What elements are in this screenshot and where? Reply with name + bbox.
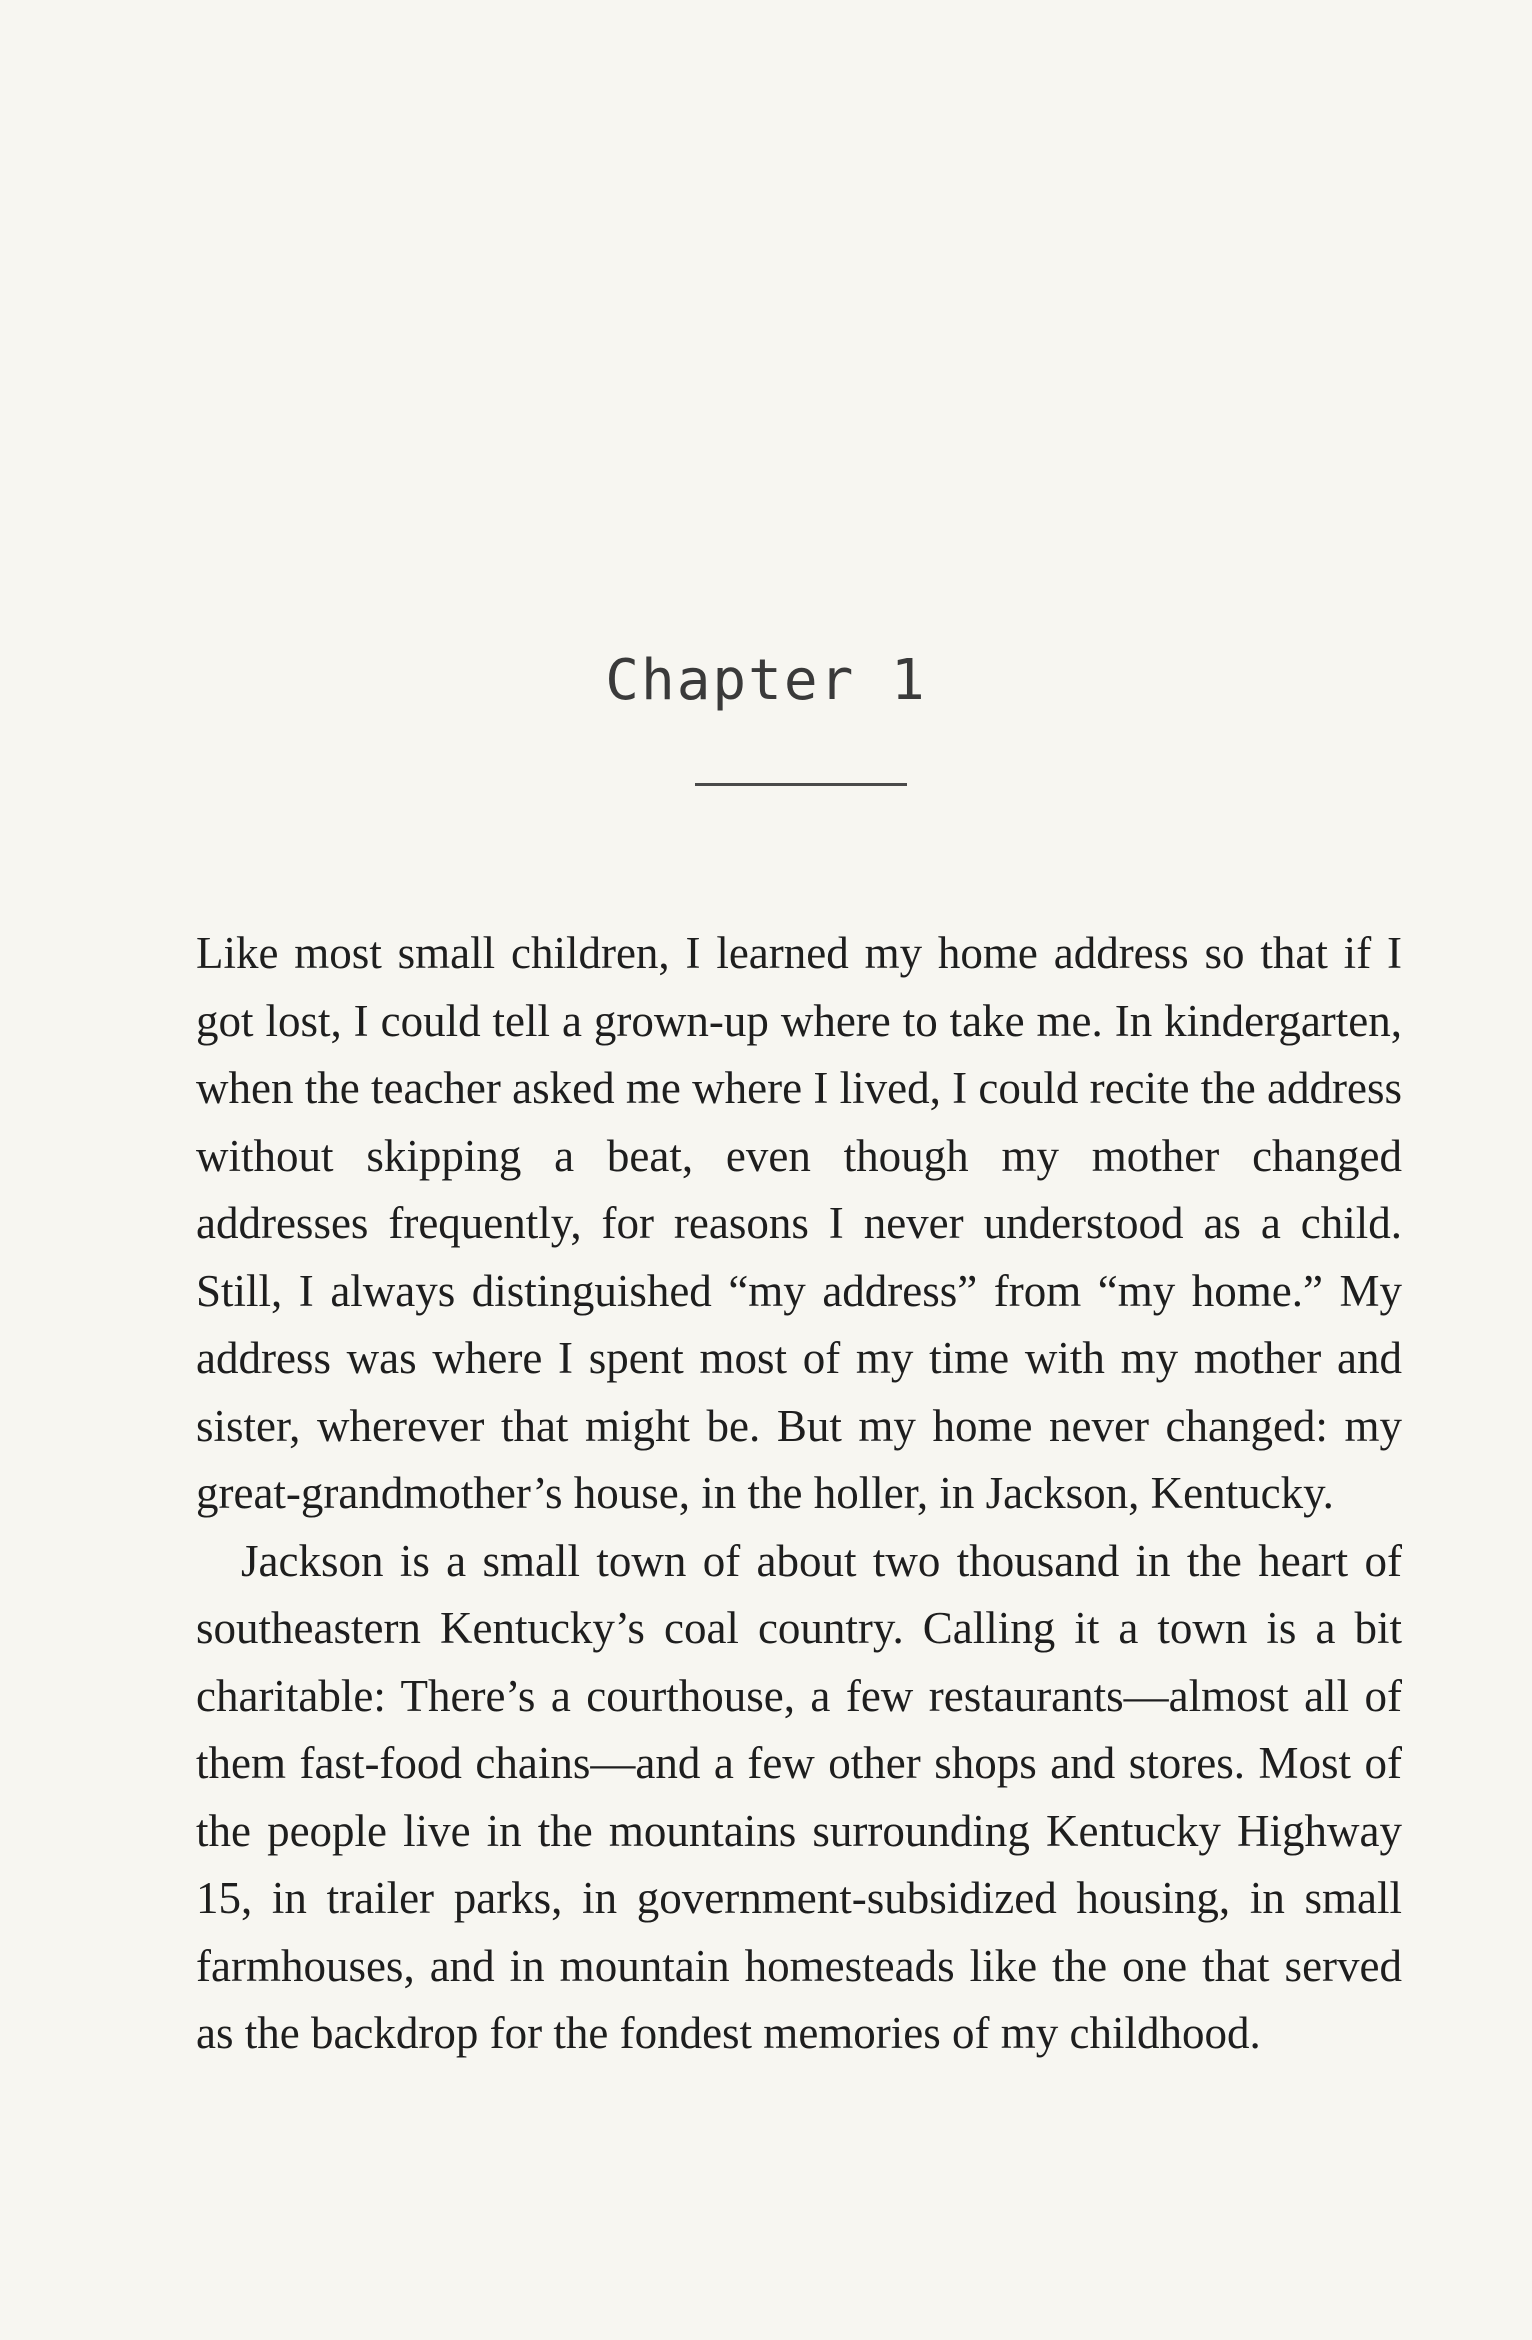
chapter-title: Chapter 1: [605, 648, 927, 713]
paragraph-1: Like most small children, I learned my home address so that if I got lost, I could tell a grown-up where to take me. In kindergarten, when the teacher asked me where I lived, I could recite the address without skipping a beat, even though my mother changed addresses frequently, for reasons I never understood as a child. Still, I always distinguished “my address” from “my home.” My address was where I spent most of my time with my mother and sister, wherever that might be. But my home never changed: my great-grandmother’s house, in the holler, in Jackson, Kentucky.: [196, 928, 1402, 1518]
title-underline-rule: [695, 783, 907, 786]
chapter-body: [196, 920, 1402, 2068]
paragraph-2: Jackson is a small town of about two thousand in the heart of southeastern Kentucky’s coal country. Calling it a town is a bit charitable: There’s a courthouse, a few restaurants—almost all of them fast-food chains—and a few other shops and stores. Most of the people live in the mountains surrounding Kentucky Highway 15, in trailer parks, in government-subsidized housing, in small farmhouses, and in mountain homesteads like the one that served as the backdrop for the fondest memories of my childhood.: [196, 1535, 1402, 2058]
